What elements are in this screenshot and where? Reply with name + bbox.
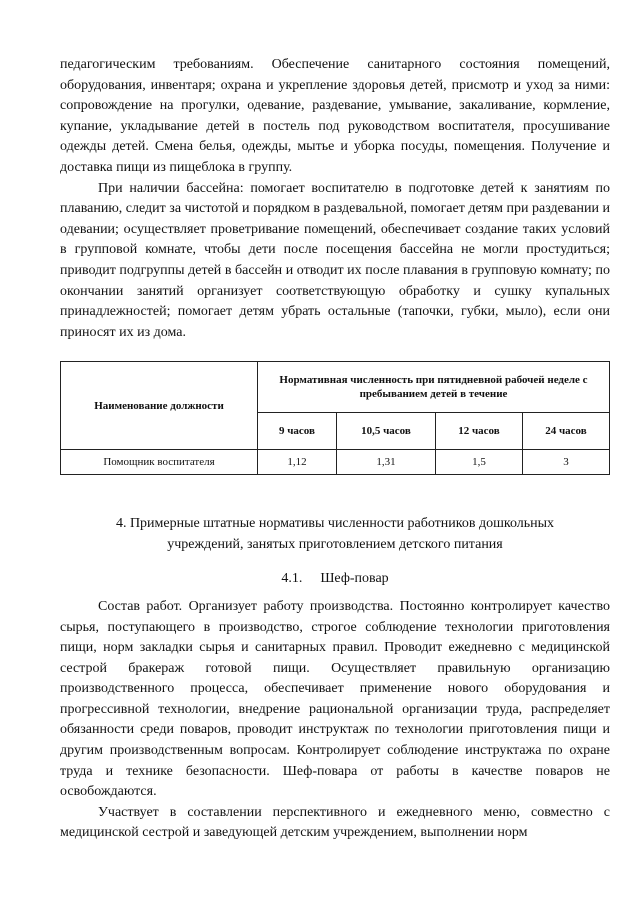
table-header-9h: 9 часов [258,413,337,450]
table-header-norm: Нормативная численность при пятидневной рабочей неделе с пребыванием детей в течение [258,362,610,413]
table-header-10-5h: 10,5 часов [336,413,435,450]
table-header-position: Наименование должности [61,362,258,450]
subsection-number: 4.1. [281,571,303,587]
paragraph-duties: педагогическим требованиям. Обеспечение санитарного состояния помещений, оборудования, инвентаря; охрана и укрепление здоровья детей, присмотр и уход за ними: сопровождение на прогулки, одевание, раздевание, умывание, закаливание, кормление, купание, укладывание детей в постель под руководством воспитателя, просушивание одежды детей. Смена белья, одежды, мытье и уборка посуды, помещения. Получение и доставка пищи из пищеблока в группу. [60,57,610,175]
section-title: 4. Примерные штатные нормативы численности работников дошкольных учреждений, занятых приготовлением детского питания [115,516,555,553]
subsection-heading [60,569,610,590]
paragraph-chef-duties: Состав работ. Организует работу производства. Постоянно контролирует качество сырья, поступающего в производство, строгое соблюдение технологии приготовления пищи, норм закладки сырья и санитарных правил. Проводит ежедневно с медицинской сестрой бракераж готовой пищи. Осуществляет правильную организацию производственного процесса, обеспечивает применение нового оборудования и прогрессивной технологии, внедрение рациональной организации труда, распределяет обязанности среди поваров, проводит инструктаж по технологии приготовления пищи и другим производственным вопросам. Контролирует соблюдение инструктажа по охране труда и технике безопасности. Шеф-повара от работы в качестве поваров не освобождаются. [60,598,610,800]
table-header-12h: 12 часов [435,413,522,450]
table-cell-value: 3 [522,450,609,475]
table-header-row [61,362,610,413]
table-cell-value: 1,5 [435,450,522,475]
paragraph-pool: При наличии бассейна: помогает воспитателю в подготовке детей к занятиям по плаванию, следит за чистотой и порядком в раздевальной, помогает детям при раздевании и одевании; осуществляет проветривание помещений, обеспечивает создание таких условий в групповой комнате, чтобы дети после посещения бассейна не могли простудиться; приводит подгруппы детей в бассейн и отводит их после плавания в групповую комнату; по окончании занятий организует соответствующую обработку и сушку купальных принадлежностей; помогает детям убрать остальные (тапочки, губки, мыло), если они приносят их из дома. [60,180,610,340]
table-cell-value: 1,31 [336,450,435,475]
staffing-table [60,361,610,475]
paragraph-menu: Участвует в составлении перспективного и ежедневного меню, совместно с медицинской сестрой и заведующей детским учреждением, выполнении норм [60,804,610,841]
table-header-24h: 24 часов [522,413,609,450]
subsection-title: Шеф-повар [320,571,389,587]
table-cell-value: 1,12 [258,450,337,475]
table-row [61,450,610,475]
table-cell-position: Помощник воспитателя [61,450,258,475]
